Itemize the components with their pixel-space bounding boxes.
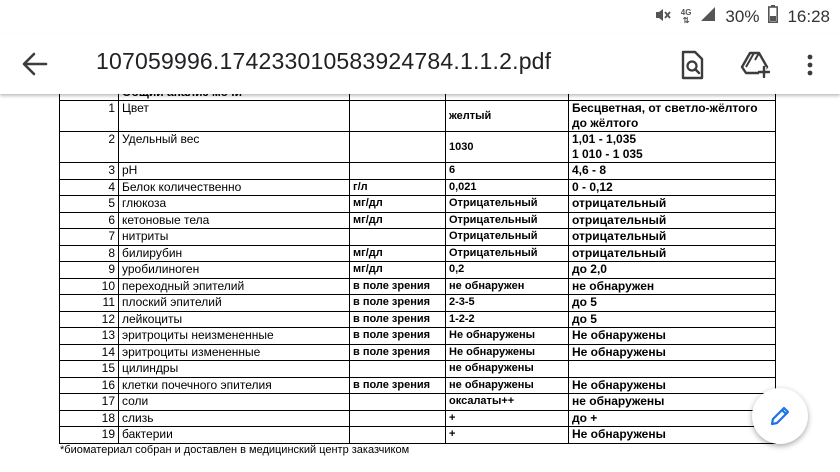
row-number: 15 [60, 361, 119, 378]
row-number: 19 [60, 427, 119, 444]
result-value: желтый [446, 101, 569, 132]
table-row [60, 394, 776, 411]
result-value: + [446, 427, 569, 444]
result-value: Не обнаружены [446, 344, 569, 361]
parameter-name: плоский эпителий [119, 295, 350, 312]
reference-range: отрицательный [569, 212, 776, 229]
result-value: Отрицательный [446, 196, 569, 213]
parameter-name: переходный эпителий [119, 278, 350, 295]
add-to-drive-icon [738, 48, 772, 82]
table-row [60, 344, 776, 361]
unit [350, 394, 446, 411]
result-value: Отрицательный [446, 245, 569, 262]
unit: в поле зрения [350, 311, 446, 328]
reference-range [569, 361, 776, 378]
table-row [60, 245, 776, 262]
result-value: не обнаружены [446, 377, 569, 394]
row-number: 13 [60, 328, 119, 345]
parameter-name: лейкоциты [119, 311, 350, 328]
pdf-page[interactable] [0, 94, 840, 472]
reference-range-line: Бесцветная, от светло-жёлтого до жёлтого [572, 101, 758, 130]
table-row [60, 427, 776, 444]
parameter-name: бактерии [119, 427, 350, 444]
status-bar [0, 0, 840, 34]
parameter-name: Белок количественно [119, 179, 350, 196]
row-number: 2 [60, 132, 119, 163]
reference-range: не обнаружены [569, 394, 776, 411]
parameter-name: Цвет [119, 101, 350, 132]
results-table [59, 84, 776, 444]
reference-range: Не обнаружены [569, 344, 776, 361]
unit: мг/дл [350, 245, 446, 262]
reference-range [569, 132, 776, 163]
row-number: 16 [60, 377, 119, 394]
result-value: + [446, 410, 569, 427]
more-vert-icon [795, 48, 825, 82]
result-value: Отрицательный [446, 229, 569, 246]
row-number: 12 [60, 311, 119, 328]
unit: мг/дл [350, 262, 446, 279]
parameter-name: соли [119, 394, 350, 411]
reference-range: Не обнаружены [569, 377, 776, 394]
unit [350, 132, 446, 163]
status-indicators [654, 5, 830, 28]
table-row [60, 410, 776, 427]
unit [350, 229, 446, 246]
row-number: 4 [60, 179, 119, 196]
row-number: 8 [60, 245, 119, 262]
result-value: оксалаты++ [446, 394, 569, 411]
row-number: 9 [60, 262, 119, 279]
reference-range: до + [569, 410, 776, 427]
parameter-name: нитриты [119, 229, 350, 246]
result-value: 1030 [446, 132, 569, 163]
result-value: 2-3-5 [446, 295, 569, 312]
row-number: 1 [60, 101, 119, 132]
parameter-name: эритроциты измененные [119, 344, 350, 361]
reference-range: отрицательный [569, 229, 776, 246]
network-label: 4G [680, 7, 692, 17]
edit-pencil-icon [768, 404, 792, 428]
result-value: не обнаружены [446, 361, 569, 378]
result-value: 0,2 [446, 262, 569, 279]
row-number: 10 [60, 278, 119, 295]
reference-range: 4,6 - 8 [569, 163, 776, 180]
unit [350, 101, 446, 132]
unit: мг/дл [350, 212, 446, 229]
result-value: 6 [446, 163, 569, 180]
reference-range: отрицательный [569, 245, 776, 262]
reference-range: 0 - 0,12 [569, 179, 776, 196]
unit: в поле зрения [350, 295, 446, 312]
unit: мг/дл [350, 196, 446, 213]
battery-level: 30% [725, 6, 760, 26]
table-row [60, 212, 776, 229]
parameter-name: уробилиноген [119, 262, 350, 279]
row-number: 6 [60, 212, 119, 229]
add-to-drive-button[interactable] [738, 48, 772, 82]
parameter-name: цилиндры [119, 361, 350, 378]
table-row [60, 328, 776, 345]
back-arrow-icon [18, 48, 54, 80]
network-indicator: 4G ⇅ [680, 7, 692, 25]
reference-range: не обнаружен [569, 278, 776, 295]
result-value: не обнаружен [446, 278, 569, 295]
table-row [60, 196, 776, 213]
table-row [60, 377, 776, 394]
row-number: 11 [60, 295, 119, 312]
parameter-name: Удельный вес [119, 132, 350, 163]
table-row [60, 278, 776, 295]
row-number: 7 [60, 229, 119, 246]
more-options-button[interactable] [795, 48, 825, 82]
signal-icon [700, 6, 716, 27]
table-row [60, 295, 776, 312]
reference-range: до 2,0 [569, 262, 776, 279]
unit [350, 163, 446, 180]
row-number: 18 [60, 410, 119, 427]
table-row [60, 132, 776, 163]
result-value: Отрицательный [446, 212, 569, 229]
app-bar [0, 34, 840, 94]
reference-range: Не обнаружены [569, 427, 776, 444]
table-row [60, 229, 776, 246]
file-name: 107059996.174233010583924784.1.1.2.pdf [96, 48, 552, 74]
table-row [60, 262, 776, 279]
footnote: *биоматериал собран и доставлен в медицинский центр заказчиком [60, 444, 410, 456]
reference-range: до 5 [569, 311, 776, 328]
unit: в поле зрения [350, 344, 446, 361]
parameter-name: эритроциты неизмененные [119, 328, 350, 345]
row-number: 3 [60, 163, 119, 180]
unit: в поле зрения [350, 328, 446, 345]
table-row [60, 311, 776, 328]
reference-range-line: 1 010 - 1 035 [572, 147, 643, 161]
unit [350, 410, 446, 427]
mute-icon [654, 7, 672, 27]
search-document-button[interactable] [675, 48, 709, 82]
reference-range-line: 1,01 - 1,035 [572, 132, 637, 146]
reference-range: Не обнаружены [569, 328, 776, 345]
find-in-page-icon [675, 48, 709, 82]
unit: в поле зрения [350, 278, 446, 295]
unit: в поле зрения [350, 377, 446, 394]
row-number: 17 [60, 394, 119, 411]
parameter-name: pH [119, 163, 350, 180]
parameter-name: слизь [119, 410, 350, 427]
table-row [60, 361, 776, 378]
row-number: 14 [60, 344, 119, 361]
parameter-name: клетки почечного эпителия [119, 377, 350, 394]
parameter-name: глюкоза [119, 196, 350, 213]
reference-range: отрицательный [569, 196, 776, 213]
unit: г/л [350, 179, 446, 196]
unit [350, 361, 446, 378]
edit-fab-button[interactable] [752, 388, 808, 444]
table-row [60, 179, 776, 196]
result-value: Не обнаружены [446, 328, 569, 345]
battery-icon [768, 5, 778, 28]
result-value: 0,021 [446, 179, 569, 196]
result-value: 1-2-2 [446, 311, 569, 328]
table-row [60, 101, 776, 132]
row-number: 5 [60, 196, 119, 213]
reference-range: до 5 [569, 295, 776, 312]
unit [350, 427, 446, 444]
back-button[interactable] [18, 48, 54, 80]
reference-range [569, 101, 776, 132]
parameter-name: кетоновые тела [119, 212, 350, 229]
clock: 16:28 [787, 6, 830, 26]
table-row [60, 163, 776, 180]
parameter-name: билирубин [119, 245, 350, 262]
